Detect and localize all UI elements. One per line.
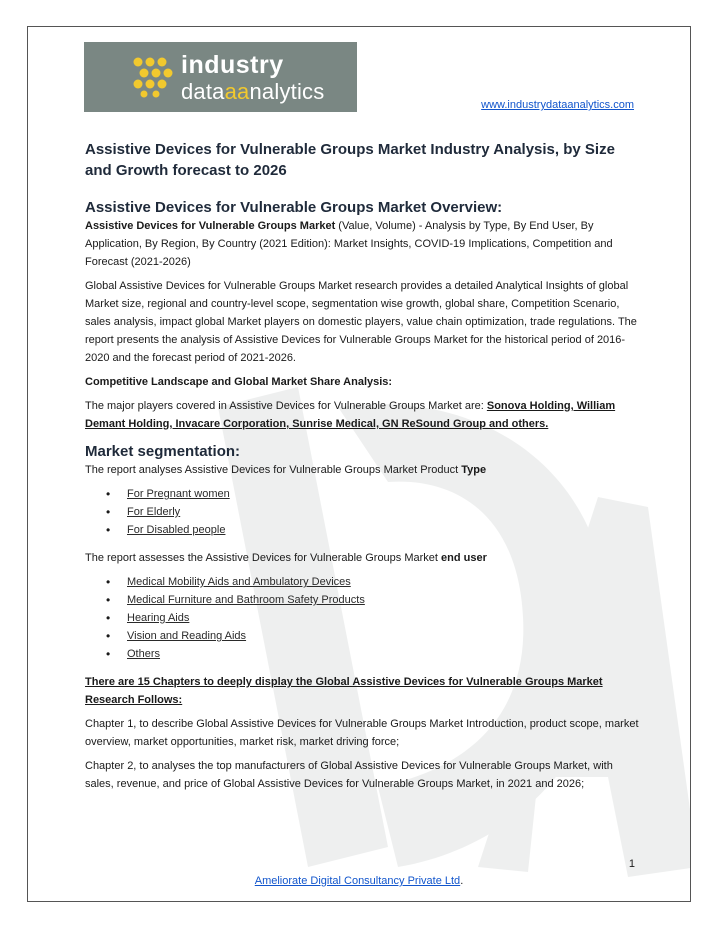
chapter-item: Chapter 1, to describe Global Assistive Devices for Vulnerable Groups Market Introduction, product scope, market overview, market opportunities, market risk, market driving force; [85, 718, 639, 748]
logo-word-dataanalytics: dataaanalytics [181, 79, 325, 104]
footer: Ameliorate Digital Consultancy Private Ltd. [254, 875, 464, 887]
type-intro: The report analyses Assistive Devices for Vulnerable Groups Market Product Type [85, 464, 487, 476]
list-item: • For Disabled people [127, 521, 641, 539]
footer-company-link[interactable]: Ameliorate Digital Consultancy Private Ltd [254, 875, 461, 887]
chapters-heading: There are 15 Chapters to deeply display the Global Assistive Devices for Vulnerable Groups Market Research Follows: [85, 676, 603, 706]
type-list [85, 485, 641, 539]
list-item: • Hearing Aids [127, 609, 641, 627]
list-item: • Medical Furniture and Bathroom Safety Products [127, 591, 641, 609]
end-user-list [85, 573, 641, 663]
players-list: Sonova Holding, William Demant Holding, Invacare Corporation, Sunrise Medical, GN ReSound Group and others. [85, 400, 616, 430]
company-logo [84, 42, 357, 112]
list-item: • Others [127, 645, 641, 663]
list-item: • Medical Mobility Aids and Ambulatory Devices [127, 573, 641, 591]
competitive-heading: Competitive Landscape and Global Market Share Analysis: [85, 376, 393, 388]
segmentation-heading: Market segmentation: [85, 443, 241, 460]
overview-intro: Assistive Devices for Vulnerable Groups Market (Value, Volume) - Analysis by Type, By End User, By Application, By Region, By Country (2021 Edition): Market Insights, COVID-19 Implications, Competition and Forecast (2021-2026) [85, 220, 613, 268]
competitive-paragraph: The major players covered in Assistive Devices for Vulnerable Groups Market are: Sonova Holding, William Demant Holding, Invacare Corporation, Sunrise Medical, GN ReSound Group and others. [85, 400, 616, 430]
list-item: • For Pregnant women [127, 485, 641, 503]
website-link[interactable]: www.industrydataanalytics.com [481, 99, 634, 111]
end-user-intro: The report assesses the Assistive Devices for Vulnerable Groups Market end user [85, 552, 487, 564]
document-page [27, 26, 691, 902]
list-item: • For Elderly [127, 503, 641, 521]
overview-heading: Assistive Devices for Vulnerable Groups Market Overview: [85, 199, 503, 216]
page-number: 1 [628, 858, 635, 870]
list-item: • Vision and Reading Aids [127, 627, 641, 645]
overview-paragraph: Global Assistive Devices for Vulnerable Groups Market research provides a detailed Analytical Insights of global Market size, regional and country-level scope, segmentation wise growth, global share, Competition Scenario, sales analysis, impact global Market players on domestic players, value chain optimization, trade regulations. The report presents the analysis of Assistive Devices for Vulnerable Groups Market for the historical period of 2016-2020 and the forecast period of 2021-2026. [85, 280, 637, 364]
chapter-item: Chapter 2, to analyses the top manufacturers of Global Assistive Devices for Vulnerable Groups Market, with sales, revenue, and price of Global Assistive Devices for Vulnerable Groups Market, in 2021 and 2026; [85, 760, 613, 790]
logo-word-industry: industry [181, 51, 284, 79]
page-title: Assistive Devices for Vulnerable Groups Market Industry Analysis, by Size and Growth forecast to 2026 [85, 141, 615, 179]
logo-dots-icon [132, 56, 174, 98]
document-body [85, 139, 641, 793]
